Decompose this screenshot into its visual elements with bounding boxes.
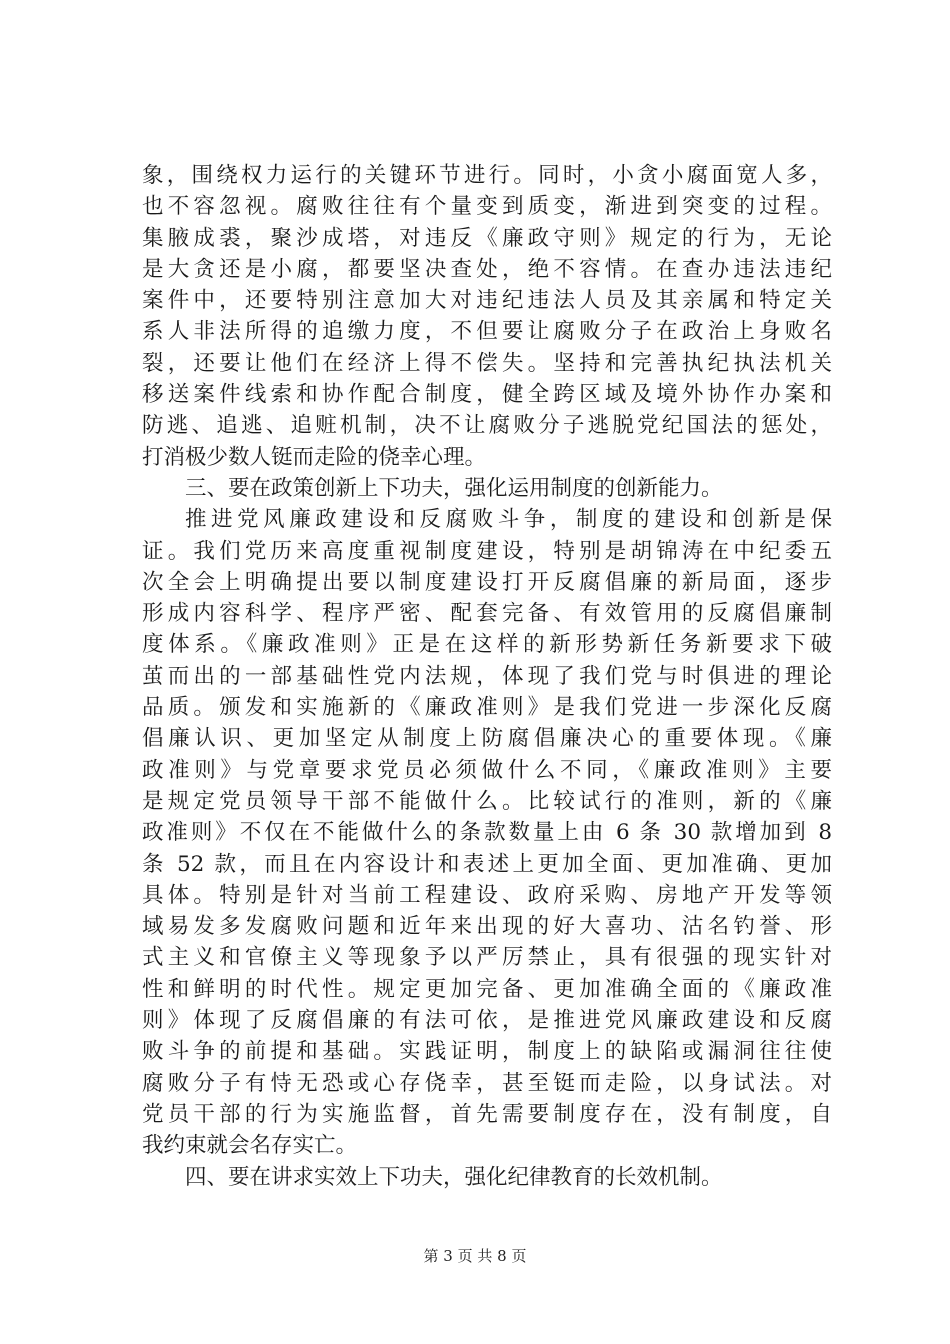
text-line: 案件中，还要特别注意加大对违纪违法人员及其亲属和特定关 <box>142 288 832 314</box>
text-line: 域易发多发腐败问题和近年来出现的好大喜功、沽名钓誉、形 <box>142 914 832 940</box>
text-line: 政准则》不仅在不能做什么的条款数量上由 6 条 30 款增加到 8 <box>142 820 832 846</box>
page-number: 第 3 页 共 8 页 <box>423 1247 527 1265</box>
text-line: 品质。颁发和实施新的《廉政准则》是我们党进一步深化反腐 <box>142 695 832 721</box>
text-line: 是规定党员领导干部不能做什么。比较试行的准则，新的《廉 <box>142 788 832 814</box>
text-line: 茧而出的一部基础性党内法规，体现了我们党与时俱进的理论 <box>142 663 832 689</box>
text-line: 象，围绕权力运行的关键环节进行。同时，小贪小腐面宽人多， <box>142 163 832 188</box>
text-line: 政准则》与党章要求党员必须做什么不同，《廉政准则》主要 <box>142 757 832 783</box>
text-line: 条 52 款，而且在内容设计和表述上更加全面、更加准确、更加 <box>142 851 832 877</box>
document-body <box>142 160 832 1193</box>
text-line: 腐败分子有恃无恐或心存侥幸，甚至铤而走险，以身试法。对 <box>142 1070 832 1096</box>
text-line: 倡廉认识、更加坚定从制度上防腐倡廉决心的重要体现。《廉 <box>142 726 832 752</box>
text-line: 具体。特别是针对当前工程建设、政府采购、房地产开发等领 <box>142 882 832 908</box>
text-line: 移送案件线索和协作配合制度，健全跨区域及境外协作办案和 <box>142 382 832 408</box>
text-line: 度体系。《廉政准则》正是在这样的新形势新任务新要求下破 <box>142 632 832 658</box>
text-line: 是大贪还是小腐，都要坚决查处，绝不容情。在查办违法违纪 <box>142 256 832 282</box>
text-line: 三、要在政策创新上下功夫，强化运用制度的创新能力。 <box>185 475 723 501</box>
text-line: 打消极少数人铤而走险的侥幸心理。 <box>142 444 487 470</box>
text-line: 证。我们党历来高度重视制度建设，特别是胡锦涛在中纪委五 <box>142 538 832 564</box>
text-line: 次全会上明确提出要以制度建设打开反腐倡廉的新局面，逐步 <box>142 569 832 595</box>
text-line: 防逃、追逃、追赃机制，决不让腐败分子逃脱党纪国法的惩处， <box>142 413 832 439</box>
text-line: 推进党风廉政建设和反腐败斗争，制度的建设和创新是保 <box>185 507 832 533</box>
paragraph <box>142 473 832 504</box>
text-line: 也不容忽视。腐败往往有个量变到质变，渐进到突变的过程。 <box>142 194 832 220</box>
text-line: 形成内容科学、程序严密、配套完备、有效管用的反腐倡廉制 <box>142 601 832 627</box>
text-line: 败斗争的前提和基础。实践证明，制度上的缺陷或漏洞往往使 <box>142 1039 832 1065</box>
text-line: 裂，还要让他们在经济上得不偿失。坚持和完善执纪执法机关 <box>142 350 832 376</box>
text-line: 则》体现了反腐倡廉的有法可依，是推进党风廉政建设和反腐 <box>142 1008 832 1034</box>
paragraph <box>142 504 832 1161</box>
text-line: 系人非法所得的追缴力度，不但要让腐败分子在政治上身败名 <box>142 319 832 345</box>
text-line: 四、要在讲求实效上下功夫，强化纪律教育的长效机制。 <box>185 1164 723 1190</box>
text-line: 性和鲜明的时代性。规定更加完备、更加准确全面的《廉政准 <box>142 976 832 1002</box>
page-footer <box>0 1246 950 1266</box>
paragraph <box>142 1162 832 1193</box>
paragraph <box>142 160 832 473</box>
text-line: 集腋成裘，聚沙成塔，对违反《廉政守则》规定的行为，无论 <box>142 225 832 251</box>
text-line: 党员干部的行为实施监督，首先需要制度存在，没有制度，自 <box>142 1101 832 1127</box>
text-line: 式主义和官僚主义等现象予以严厉禁止，具有很强的现实针对 <box>142 945 832 971</box>
text-line: 我约束就会名存实亡。 <box>142 1133 358 1159</box>
